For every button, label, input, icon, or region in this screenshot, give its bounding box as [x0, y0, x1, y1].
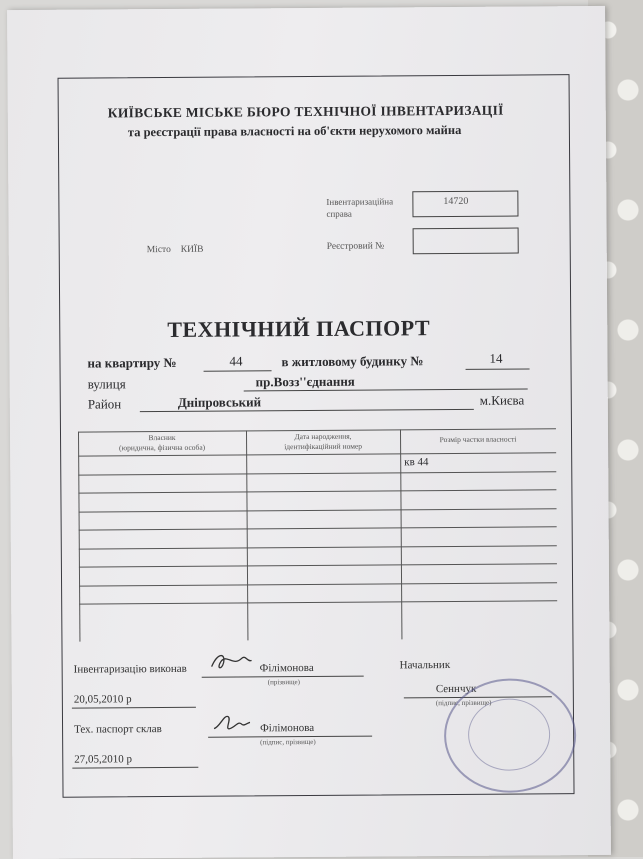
table-row-line — [79, 600, 557, 604]
head-label: Начальник — [399, 659, 451, 672]
register-label: Реєстровий № — [326, 241, 385, 252]
register-box — [413, 228, 519, 255]
table-row-line — [78, 489, 556, 493]
table-cell: кв 44 — [404, 456, 429, 469]
inventory-case-value: 14720 — [443, 195, 469, 208]
inventory-date: 20,05,2010 р — [73, 693, 132, 706]
passport-caption: (підпис, прізвище) — [260, 737, 316, 747]
header-birthdate-line2: ідентифікаційний номер — [284, 441, 363, 452]
official-stamp — [444, 678, 577, 793]
apartment-value: 44 — [229, 353, 243, 369]
page-title: ТЕХНІЧНИЙ ПАСПОРТ — [167, 315, 431, 342]
head-caption: (підпис, прізвище) — [435, 698, 492, 708]
building-label: в житловому будинку № — [281, 353, 424, 370]
inventory-signature — [208, 648, 254, 674]
apartment-label: на квартиру № — [87, 354, 177, 371]
header-owner-line2: (юридична, фізична особа) — [118, 442, 206, 453]
table-left-border — [78, 432, 80, 642]
table-row-line — [79, 545, 557, 549]
district-label: Район — [87, 396, 122, 412]
organization-title: КИЇВСЬКЕ МІСЬКЕ БЮРО ТЕХНІЧНОЇ ІНВЕНТАРИЗАЦІЇ — [107, 102, 504, 121]
passport-date: 27,05,2010 р — [74, 753, 133, 766]
inventory-caption: (прізвище) — [267, 678, 300, 687]
owners-table — [78, 428, 557, 641]
street-label: вулиця — [87, 376, 126, 392]
document-page — [7, 6, 611, 859]
building-value: 14 — [489, 350, 503, 366]
street-value: пр.Возз''єднання — [255, 373, 355, 390]
passport-name: Філімонова — [260, 721, 315, 735]
table-row-line — [78, 471, 556, 475]
inventory-label: Інвентаризацію виконав — [73, 662, 187, 676]
table-row-line — [79, 508, 557, 512]
table-header-owner — [78, 432, 246, 453]
head-name: Сеннчук — [435, 682, 477, 696]
header-share-line1: Розмір частки власності — [439, 434, 517, 445]
table-row-line — [79, 526, 557, 530]
table-col-divider-2 — [400, 429, 402, 639]
inventory-name: Філімонова — [259, 661, 314, 675]
table-header-share — [400, 434, 556, 445]
organization-subtitle: та реєстрації права власності на об'єкти нерухомого майна — [127, 122, 462, 140]
table-col-divider-1 — [246, 430, 248, 640]
header-owner-line1: Власник — [148, 432, 176, 443]
header-birthdate-line1: Дата народження, — [294, 431, 352, 442]
city-label: Місто — [146, 244, 171, 256]
table-row-line — [79, 582, 557, 586]
table-header-birthdate — [246, 431, 400, 452]
table-row-line — [79, 563, 557, 567]
inventory-case-box — [412, 191, 518, 218]
city-value: КИЇВ — [180, 244, 204, 255]
passport-label: Тех. паспорт склав — [74, 723, 162, 736]
inventory-case-label: Інвентаризаційна справа — [326, 196, 394, 219]
district-city-suffix: м.Києва — [479, 392, 525, 408]
district-value: Дніпровський — [177, 394, 262, 410]
passport-signature — [212, 710, 252, 734]
